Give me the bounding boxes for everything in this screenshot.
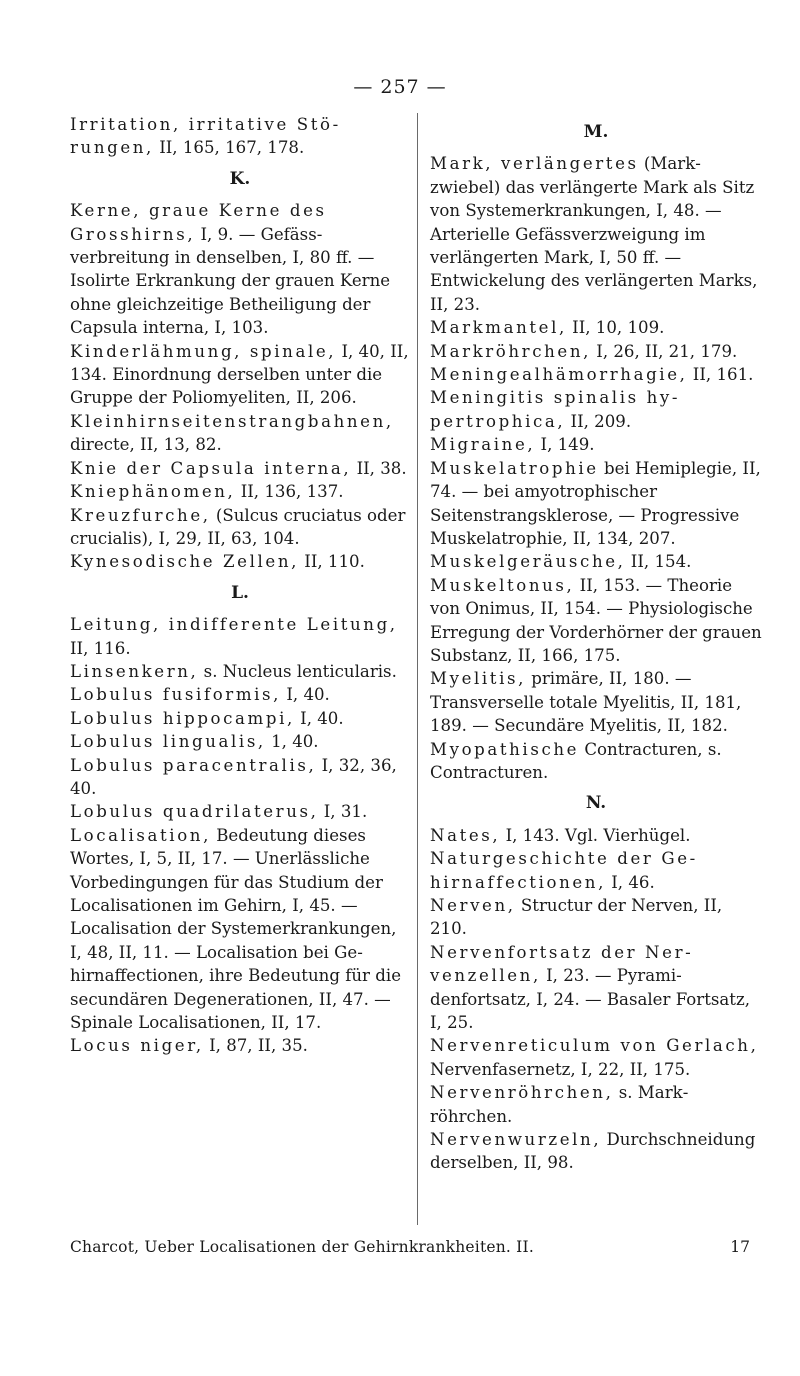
entry-references: II, 110.	[299, 552, 365, 572]
entry-references: I, 143. Vgl. Vierhügel.	[500, 825, 691, 845]
index-entry	[70, 730, 410, 753]
entry-headword: Kinderlähmung, spinale,	[70, 341, 337, 361]
entry-headword: Linsenkern,	[70, 661, 199, 681]
index-column-right	[417, 113, 762, 1225]
entry-references: Nervenfasernetz, I, 22, II, 175.	[430, 1059, 691, 1079]
entry-headword: Nervenwurzeln,	[430, 1130, 602, 1150]
index-entry	[70, 660, 410, 683]
index-entry	[430, 1034, 762, 1081]
entry-headword: Kerne, graue Kerne des Grosshirns,	[70, 201, 327, 244]
index-entry	[70, 613, 410, 660]
entry-references: I, 40, II, 134. Einordnung derselben unter die Gruppe der Poliomyeliten, II, 206.	[70, 341, 409, 408]
entry-headword: Lobulus lingualis,	[70, 732, 266, 752]
entry-references: I, 9. — Gefässverbreitung in denselben, I, 80 ff. — Isolirte Erkrankung der grauen Kerne ohne gleichzeitige Betheiligung der Capsula interna, I, 103.	[70, 224, 391, 338]
entry-headword: Knie der Capsula interna,	[70, 458, 352, 478]
index-entry	[430, 550, 762, 573]
entry-headword: Leitung, indifferente Leitung,	[70, 615, 398, 635]
entry-references: Contracturen, s. Contracturen.	[430, 739, 722, 782]
entry-references: Bedeutung dieses Wortes, I, 5, II, 17. — Unerlässliche Vorbedingungen für das Studium der Localisationen im Gehirn, I, 45. — Localisation der Systemerkrankungen, I, 48, II, 11. — Localisation bei Gehirnaffectionen, ihre Bedeutung für die secundären Degenerationen, II, 47. — Spinale Localisationen, II, 17.	[70, 825, 402, 1033]
entry-references: I, 32, 36, 40.	[70, 755, 397, 798]
entry-references: I, 40.	[281, 685, 330, 705]
entry-references: directe, II, 13, 82.	[70, 435, 222, 455]
entry-headword: Markmantel,	[430, 318, 567, 338]
section-letter: L.	[231, 582, 249, 603]
entry-references: I, 46.	[605, 872, 655, 892]
index-entry	[430, 433, 762, 456]
entry-headword: Markröhrchen,	[430, 341, 591, 361]
entry-references: I, 149.	[535, 435, 595, 455]
index-entry	[430, 363, 762, 386]
entry-headword: Nervenröhrchen,	[430, 1083, 614, 1103]
page-number: — 257 —	[353, 76, 447, 98]
section-letter: N.	[585, 793, 607, 814]
index-entry	[430, 667, 762, 737]
index-entry	[70, 1034, 410, 1057]
index-entry	[70, 550, 410, 573]
index-entry	[70, 340, 410, 410]
section-letter: M.	[583, 122, 609, 142]
entry-references: s. Nucleus lenticularis.	[198, 661, 397, 681]
index-entry	[430, 152, 762, 316]
entry-headword: Naturgeschichte der Gehirnaffectionen,	[430, 849, 696, 892]
entry-references: 1, 40.	[265, 732, 319, 752]
entry-headword: Irritation, irritative Störungen,	[70, 115, 339, 158]
index-entry	[70, 410, 410, 457]
entry-headword: Nates,	[430, 825, 501, 845]
entry-references: (Markzwiebel) das verlängerte Mark als Sitz von Systemerkrankungen, I, 48. — Arterielle Gefässverzweigung im verlängerten Mark, I, 50 ff. — Entwickelung des verlängerten Marks, II, 23.	[430, 154, 758, 314]
entry-references: I, 40.	[294, 708, 344, 728]
entry-headword: Muskelatrophie	[430, 458, 599, 478]
index-entry	[70, 504, 410, 551]
entry-references: II, 116.	[70, 638, 131, 658]
index-entry	[430, 941, 762, 1035]
index-entry	[430, 894, 762, 941]
entry-headword: Nervenfortsatz der Nervenzellen,	[430, 942, 691, 986]
entry-references: primäre, II, 180. — Transverselle totale Myelitis, II, 181, 189. — Secundäre Myelitis, II, 182.	[430, 669, 742, 736]
index-column-left	[70, 113, 410, 1058]
page-footer	[70, 1238, 760, 1256]
index-entry	[70, 824, 410, 1035]
index-entry	[430, 824, 762, 847]
index-entry	[70, 754, 410, 801]
entry-headword: Locus niger,	[70, 1036, 204, 1056]
entry-references: (Sulcus cruciatus oder crucialis), I, 29, II, 63, 104.	[70, 505, 406, 548]
index-entry	[430, 1128, 762, 1175]
entry-references: I, 23. — Pyramidenfortsatz, I, 24. — Basaler Fortsatz, I, 25.	[430, 966, 750, 1033]
index-entry	[70, 707, 410, 730]
index-entry	[430, 386, 762, 433]
entry-headword: Muskeltonus,	[430, 575, 575, 595]
entry-references: I, 87, II, 35.	[203, 1036, 308, 1056]
index-entry	[70, 199, 410, 339]
entry-headword: Localisation,	[70, 825, 211, 845]
index-entry	[430, 340, 762, 363]
entry-references: I, 31.	[318, 802, 368, 822]
entry-references: II, 209.	[565, 411, 632, 431]
entry-headword: Lobulus hippocampi,	[70, 708, 295, 728]
index-entry	[70, 480, 410, 503]
index-entry	[430, 738, 762, 785]
entry-references: II, 10, 109.	[566, 318, 665, 338]
entry-headword: Migraine,	[430, 435, 536, 455]
entry-headword: Myopathische	[430, 739, 580, 759]
index-entry	[430, 574, 762, 668]
index-entry	[70, 113, 410, 160]
entry-headword: Kreuzfurche,	[70, 505, 211, 525]
entry-headword: Lobulus fusiformis,	[70, 685, 282, 705]
entry-references: II, 154.	[625, 552, 692, 572]
entry-references: bei Hemiplegie, II, 74. — bei amyotrophischer Seitenstrangsklerose, — Progressive Muskelatrophie, II, 134, 207.	[430, 458, 761, 548]
entry-references: II, 161.	[687, 365, 754, 385]
footer-reference: Charcot, Ueber Localisationen der Gehirnkrankheiten. II.	[70, 1238, 534, 1256]
index-entry	[70, 800, 410, 823]
index-entry	[70, 683, 410, 706]
entry-references: II, 38.	[351, 458, 407, 478]
entry-references: s. Markröhrchen.	[430, 1083, 689, 1126]
entry-references: I, 26, II, 21, 179.	[590, 341, 738, 361]
entry-headword: Myelitis,	[430, 669, 526, 689]
index-entry	[430, 457, 762, 551]
entry-headword: Meningitis spinalis hypertrophica,	[430, 388, 678, 431]
entry-headword: Lobulus paracentralis,	[70, 755, 317, 775]
entry-headword: Lobulus quadrilaterus,	[70, 802, 319, 822]
index-entry	[430, 316, 762, 339]
index-entry	[70, 457, 410, 480]
entry-headword: Meningealhämorrhagie,	[430, 365, 688, 385]
section-letter: K.	[229, 168, 251, 189]
entry-headword: Muskelgeräusche,	[430, 552, 626, 572]
index-entry	[430, 847, 762, 894]
footer-signature: 17	[730, 1238, 750, 1256]
entry-references: II, 153. — Theorie von Onimus, II, 154. — Physiologische Erregung der Vorderhörner der grauen Substanz, II, 166, 175.	[430, 575, 762, 665]
entry-headword: Nervenreticulum von Gerlach,	[430, 1036, 759, 1056]
entry-references: II, 165, 167, 178.	[153, 138, 305, 158]
index-entry	[430, 1081, 762, 1128]
entry-headword: Nerven,	[430, 896, 516, 915]
entry-references: Durchschneidung derselben, II, 98.	[430, 1130, 756, 1173]
entry-headword: Kynesodische Zellen,	[70, 552, 299, 572]
entry-headword: Kniephänomen,	[70, 482, 236, 502]
entry-references: Structur der Nerven, II, 210.	[430, 896, 723, 939]
entry-headword: Mark, verlängertes	[430, 154, 639, 174]
entry-headword: Kleinhirnseitenstrangbahnen,	[70, 411, 394, 431]
entry-references: II, 136, 137.	[235, 482, 344, 502]
